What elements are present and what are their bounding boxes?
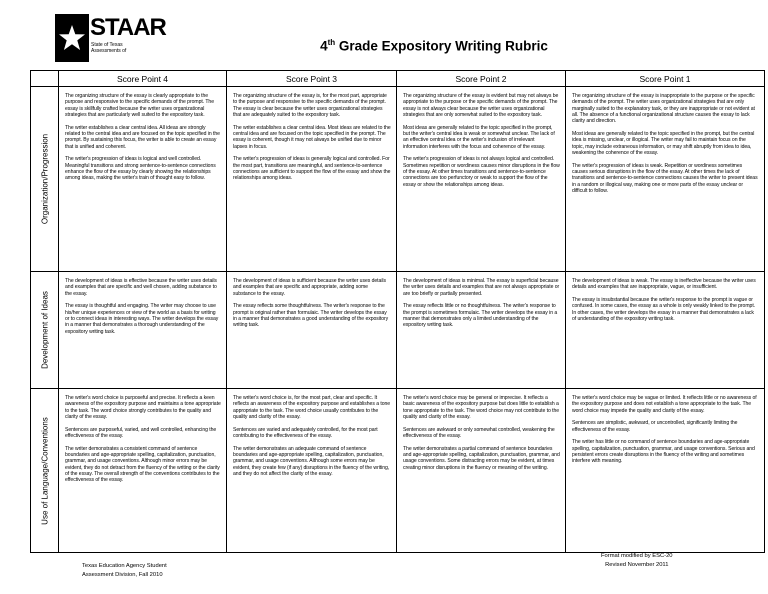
rubric-table	[30, 70, 765, 553]
rubric-cell	[227, 389, 397, 553]
criterion-text: The writer's progression of ideas is not always logical and controlled. Sometimes repetition or wordiness causes minor disruptions in the flow of the essay. At other times transitions and sentence-to-sentence connections are too perfunctory or weak to support the flow of the essay or show the relationships among ideas.	[403, 156, 560, 188]
rubric-cell	[59, 272, 227, 389]
rubric-row-development	[31, 272, 765, 389]
rubric-row-organization	[31, 87, 765, 272]
rubric-cell	[59, 389, 227, 553]
row-label: Development of Ideas	[40, 291, 49, 369]
criterion-text: The writer demonstrates a partial command of sentence boundaries and age-appropriate spelling, capitalization, punctuation, grammar, and usage conventions. Some distracting errors may be evident, at times creating minor disruptions in the fluency or meaning of the writing.	[403, 445, 560, 471]
criterion-text: The writer's progression of ideas is weak. Repetition or wordiness sometimes causes serious disruptions in the flow of the essay. At other times the lack of transitions and sentence-to-sentence connections causes the writer to present ideas in a random or illogical way, making one or more parts of the essay unclear or difficult to follow.	[572, 162, 758, 195]
criterion-text: The organizing structure of the essay is inappropriate to the purpose or the specific demands of the prompt. The writer uses organizational strategies that are only marginally suited to the explanatory task, or they are inappropriate or not evident at all. The absence of a functional organizational structure causes the essay to lack clarity and direction.	[572, 93, 755, 125]
criterion-text: The organizing structure of the essay is evident but may not always be appropriate to the purpose or the specific demands of the prompt. The essay is not always clear because the writer uses organizational strategies that are only somewhat suited to the expository task.	[403, 93, 559, 119]
rubric-cell	[397, 389, 566, 553]
rubric-cell	[566, 389, 765, 553]
criterion-text: The writer demonstrates a consistent command of sentence boundaries and age-appropriate spelling, capitalization, punctuation, grammar, and usage conventions. Although minor errors may be evident, they do not detract from the fluency of the writing or the clarity of the essay. The overall strength of the conventions contributes to the effectiveness of the essay.	[65, 445, 220, 484]
criterion-text: The writer's progression of ideas is logical and well controlled. Meaningful transitions and strong sentence-to-sentence connections enhance the flow of the essay by clearly showing the relationships among ideas, making the writer's train of thought easy to follow.	[65, 156, 216, 182]
criterion-text: Sentences are awkward or only somewhat controlled, weakening the effectiveness of the essay.	[403, 426, 555, 440]
rubric-row-language	[31, 389, 765, 553]
footer-line: Assessment Division, Fall 2010	[82, 571, 163, 578]
criterion-text: Sentences are simplistic, awkward, or uncontrolled, significantly limiting the effectiveness of the essay.	[572, 420, 738, 433]
page-title	[0, 38, 768, 54]
row-header	[31, 389, 59, 553]
criterion-text: Sentences are purposeful, varied, and well controlled, enhancing the effectiveness of the essay.	[65, 426, 217, 440]
criterion-text: The essay is thoughtful and engaging. The writer may choose to use his/her unique experiences or view of the world as a basis for writing or to connect ideas in interesting ways. The writer develops the essay in a manner that demonstrates a thorough understanding of the expository writing task.	[65, 303, 219, 335]
footer-source	[82, 562, 167, 579]
criterion-text: The development of ideas is weak. The essay is ineffective because the writer uses details and examples that are inappropriate, vague, or insufficient.	[572, 278, 756, 291]
criterion-text: Most ideas are generally related to the topic specified in the prompt, but the writer's central idea is weak or somewhat unclear. The lack of an effective central idea or the writer's inclusion of irrelevant information interferes with the focus and coherence of the essay.	[403, 124, 555, 150]
rubric-cell	[59, 87, 227, 272]
criterion-text: The development of ideas is sufficient because the writer uses details and examples that are specific and appropriate, adding some substance to the essay.	[233, 278, 386, 297]
header-row	[31, 71, 765, 87]
criterion-text: The writer's word choice is, for the most part, clear and specific. It reflects an awareness of the expository purpose and establishes a tone appropriate to the task. The word choice usually contributes to the quality and clarity of the essay.	[233, 395, 391, 421]
criterion-text: The writer's word choice may be general or imprecise. It reflects a basic awareness of the expository purpose but does little to establish a tone appropriate to the task. The word choice may not contribute to the quality and clarity of the essay.	[403, 395, 560, 421]
criterion-text: Most ideas are generally related to the topic specified in the prompt, but the central idea is missing, unclear, or illogical. The writer may fail to maintain focus on the topic, may include extraneous information, or may shift abruptly from idea to idea, weakening the coherence of the essay.	[572, 131, 755, 157]
row-header	[31, 272, 59, 389]
rubric-cell	[227, 272, 397, 389]
criterion-text: The development of ideas is effective because the writer uses details and examples that are specific and well chosen, adding substance to the essay.	[65, 278, 217, 297]
rubric-cell	[227, 87, 397, 272]
criterion-text: The organizing structure of the essay is clearly appropriate to the purpose and responsive to the specific demands of the prompt. The essay is skillfully crafted because the writer uses organizational strategies that are particularly well suited to the expository task.	[65, 93, 214, 119]
footer-line: Revised November 2011	[605, 561, 669, 568]
criterion-text: The essay reflects little or no thoughtfulness. The writer's response to the prompt is sometimes formulaic. The writer develops the essay in a manner that demonstrates only a limited understanding of the expository writing task.	[403, 303, 558, 329]
criterion-text: The writer has little or no command of sentence boundaries and age-appropriate spelling, capitalization, punctuation, grammar, and usage conventions. Serious and persistent errors create disruptions in the fluency of the writing and sometimes interfere with meaning.	[572, 439, 755, 465]
criterion-text: The writer demonstrates an adequate command of sentence boundaries and age-appropriate spelling, capitalization, punctuation, grammar, and usage conventions. Although some errors may be evident, they create few (if any) disruptions in the fluency of the writing, and they do not affect the clarity of the essay.	[233, 445, 390, 478]
column-header: Score Point 1	[566, 71, 765, 87]
criterion-text: Sentences are varied and adequately controlled, for the most part contributing to the effectiveness of the essay.	[233, 426, 378, 440]
footer-line: Format modified by ESC-20	[601, 553, 673, 559]
rubric-cell	[397, 87, 566, 272]
criterion-text: The essay is insubstantial because the writer's response to the prompt is vague or confused. In some cases, the essay as a whole is only weakly linked to the prompt. In other cases, the writer develops the essay in a manner that demonstrates a lack of understanding of the expository writing task.	[572, 296, 756, 323]
title-grade: 4	[320, 38, 328, 54]
criterion-text: The writer's progression of ideas is generally logical and controlled. For the most part, transitions are meaningful, and sentence-to-sentence connections are sufficient to support the flow of the essay and show the relationships among ideas.	[233, 156, 391, 182]
criterion-text: The writer's word choice is purposeful and precise. It reflects a keen awareness of the expository purpose and maintains a tone appropriate to the task. The word choice strongly contributes to the quality and clarity of the essay.	[65, 395, 221, 421]
rubric-cell	[566, 272, 765, 389]
criterion-text: The writer establishes a clear central idea. All ideas are strongly related to the central idea and are focused on the topic specified in the prompt. By sustaining this focus, the writer is able to create an essay that is unified and coherent.	[65, 124, 220, 150]
criterion-text: The essay reflects some thoughtfulness. The writer's response to the prompt is original rather than formulaic. The writer develops the essay in a manner that demonstrates a good understanding of the expository writing task.	[233, 303, 389, 329]
rubric-cell	[566, 87, 765, 272]
logo-subtitle-line: Assessments of	[91, 48, 127, 54]
criterion-text: The writer's word choice may be vague or limited. It reflects little or no awareness of the expository purpose and does not establish a tone appropriate to the task. The word choice may impede the quality and clarity of the essay.	[572, 395, 757, 414]
row-label: Organization/Progression	[40, 133, 49, 225]
logo-wordmark: STAAR	[90, 14, 166, 41]
column-header: Score Point 3	[227, 71, 397, 87]
criterion-text: The development of ideas is minimal. The essay is superficial because the writer uses details and examples that are not always appropriate or are too briefly or partially presented.	[403, 278, 560, 297]
footer-revision	[601, 552, 673, 569]
corner-cell	[31, 71, 59, 87]
row-label: Use of Language/Conventions	[40, 416, 49, 525]
title-superscript: th	[327, 38, 336, 47]
logo-subtitle-line: State of Texas	[91, 42, 123, 48]
column-header: Score Point 2	[397, 71, 566, 87]
criterion-text: The organizing structure of the essay is, for the most part, appropriate to the purpose and responsive to the specific demands of the prompt. The essay is clear because the writer uses organizational strategies that are adequately suited to the expository task.	[233, 93, 387, 119]
column-header: Score Point 4	[59, 71, 227, 87]
footer-line: Texas Education Agency Student	[82, 563, 167, 569]
rubric-cell	[397, 272, 566, 389]
criterion-text: The writer establishes a clear central idea. Most ideas are related to the central idea and are focused on the topic specified in the prompt. The essay is coherent, though it may not always be unified due to minor lapses in focus.	[233, 124, 391, 150]
title-text: Grade Expository Writing Rubric	[335, 38, 548, 54]
row-header	[31, 87, 59, 272]
